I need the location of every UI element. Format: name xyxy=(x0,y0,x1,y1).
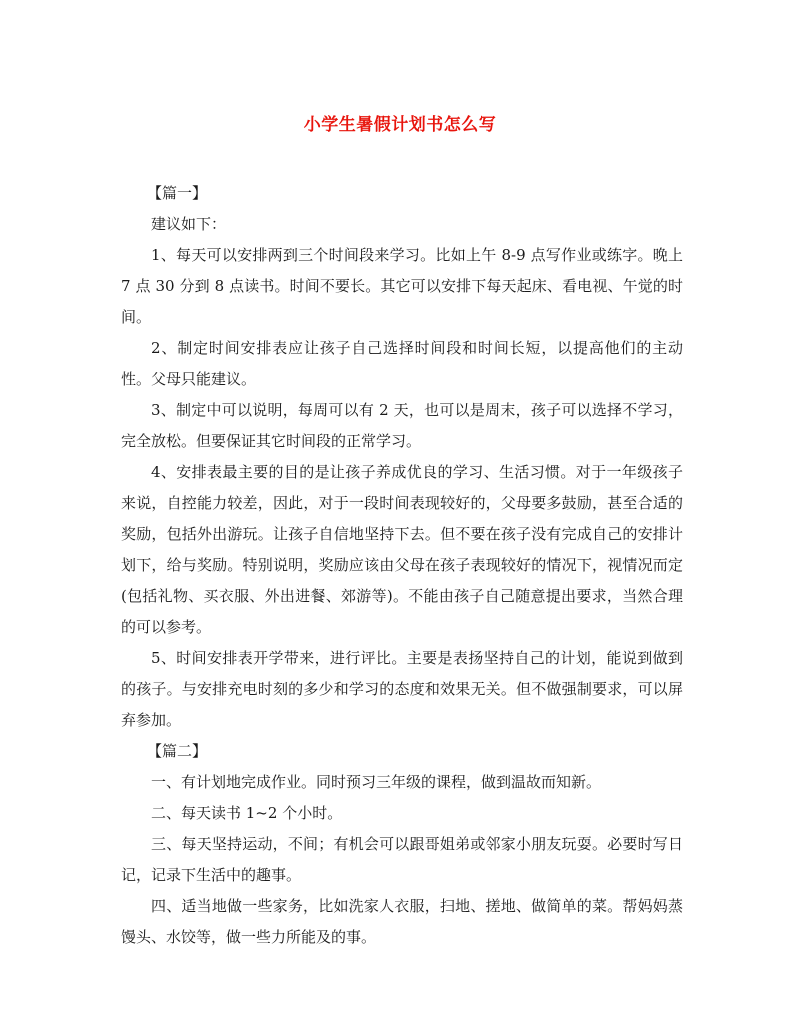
section-heading-1: 【篇一】 xyxy=(147,184,208,202)
document-body xyxy=(121,178,683,953)
paragraph: 四、适当地做一些家务，比如洗家人衣服，扫地、搓地、做简单的菜。帮妈妈蒸馒头、水饺等，做一些力所能及的事。 xyxy=(121,897,683,946)
paragraph: 二、每天读书 1~2 个小时。 xyxy=(151,804,343,822)
paragraph: 5、时间安排表开学带来，进行评比。主要是表扬坚持自己的计划，能说到做到的孩子。与安排充电时刻的多少和学习的态度和效果无关。但不做强制要求，可以屏弃参加。 xyxy=(121,649,683,729)
document-title: 小学生暑假计划书怎么写 xyxy=(303,115,497,135)
paragraph: 1、每天可以安排两到三个时间段来学习。比如上午 8-9 点写作业或练字。晚上 7 点 30 分到 8 点读书。时间不要长。其它可以安排下每天起床、看电视、午觉的时间。 xyxy=(121,246,683,326)
paragraph: 2、制定时间安排表应让孩子自己选择时间段和时间长短，以提高他们的主动性。父母只能建议。 xyxy=(121,339,683,388)
paragraph: 一、有计划地完成作业。同时预习三年级的课程，做到温故而知新。 xyxy=(151,773,602,791)
paragraph: 建议如下： xyxy=(151,215,227,233)
paragraph: 三、每天坚持运动，不间；有机会可以跟哥姐弟或邻家小朋友玩耍。必要时写日记，记录下生活中的趣事。 xyxy=(121,835,683,884)
paragraph: 3、制定中可以说明，每周可以有 2 天，也可以是周末，孩子可以选择不学习，完全放松。但要保证其它时间段的正常学习。 xyxy=(121,401,683,450)
section-heading-2: 【篇二】 xyxy=(147,742,208,760)
paragraph: 4、安排表最主要的目的是让孩子养成优良的学习、生活习惯。对于一年级孩子来说，自控能力较差，因此，对于一段时间表现较好的，父母要多鼓励，甚至合适的奖励，包括外出游玩。让孩子自信地坚持下去。但不要在孩子没有完成自己的安排计划下，给与奖励。特别说明，奖励应该由父母在孩子表现较好的情况下，视情况而定(包括礼物、买衣服、外出进餐、郊游等)。不能由孩子自己随意提出要求，当然合理的可以参考。 xyxy=(121,463,683,636)
